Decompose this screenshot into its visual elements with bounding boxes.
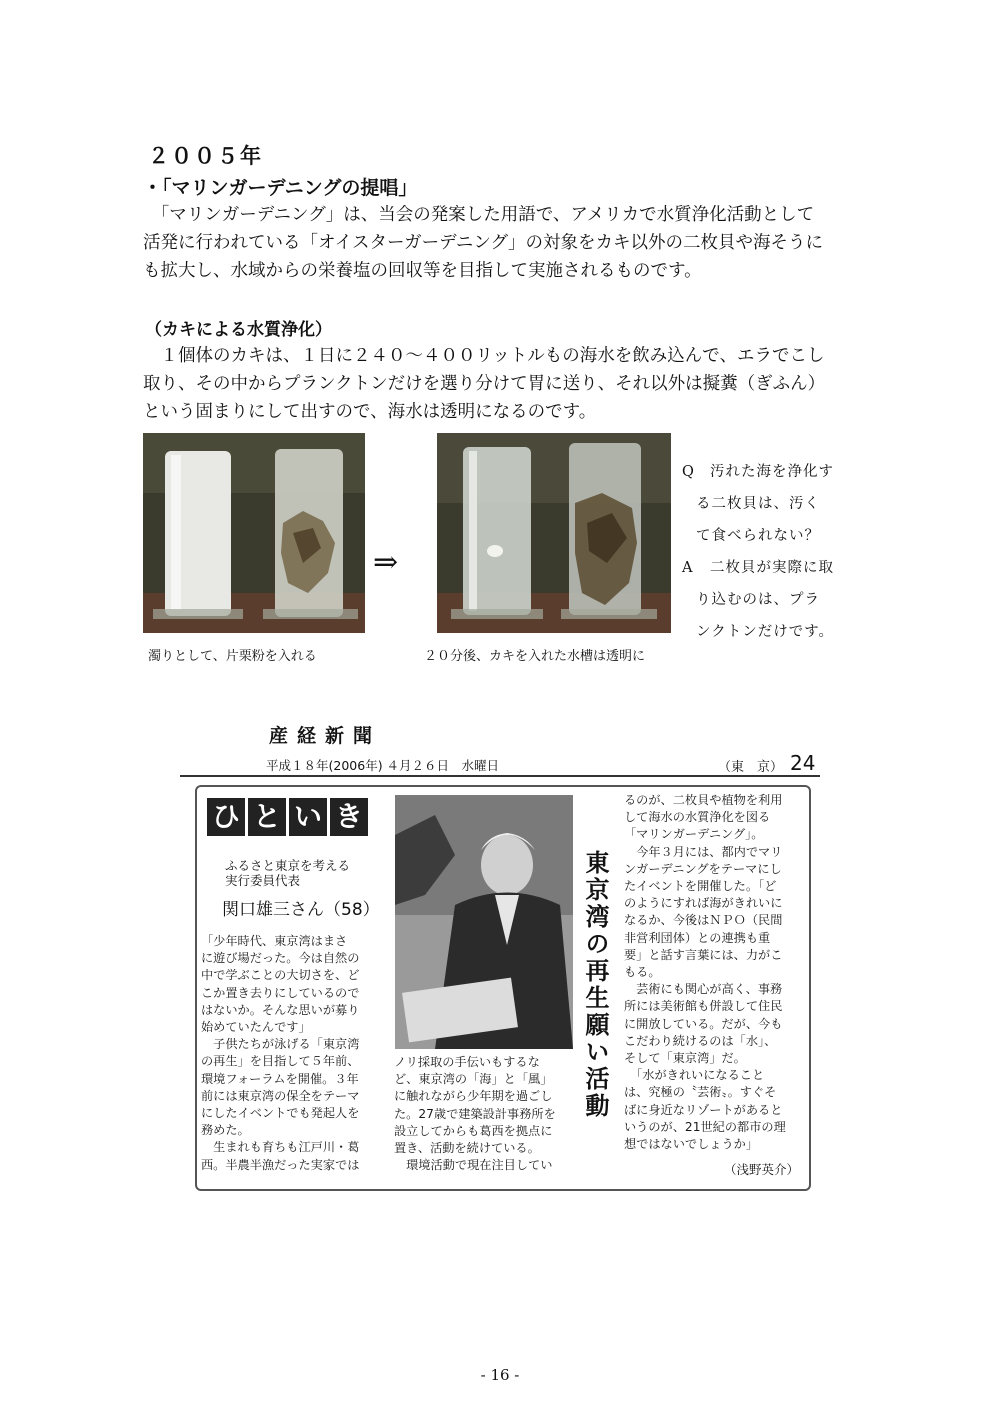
article-line: にしたイベントでも発起人を <box>201 1106 360 1121</box>
author-signature: （浅野英介） <box>724 1162 800 1177</box>
profile-name: 関口雄三さん（58） <box>222 900 380 920</box>
article-line: のようにすれば海がきれいに <box>624 896 783 911</box>
article-line: 芸術にも関心が高く、事務 <box>624 982 783 997</box>
article-line: 務めた。 <box>201 1123 250 1138</box>
article-column-3 <box>624 792 786 1153</box>
article-line: るのが、二枚貝や植物を利用 <box>624 793 783 807</box>
divider <box>180 775 820 777</box>
article-line: 「水がきれいになること <box>624 1068 765 1083</box>
a-mark: A <box>682 560 694 576</box>
article-line: 「少年時代、東京湾はまさ <box>201 934 348 948</box>
headline: 東京湾の再生願い活動 <box>581 850 610 1120</box>
caption-after: ２０分後、カキを入れた水槽は透明に <box>424 649 646 664</box>
a-line: り込むのは、プラ <box>696 592 820 608</box>
caption-before: 濁りとして、片栗粉を入れる <box>148 649 317 664</box>
article-line: 要」と話す言葉には、力がこ <box>624 947 783 962</box>
article-line: 環境フォーラムを開催。３年 <box>201 1071 359 1086</box>
article-line: 環境活動で現在注目してい <box>394 1158 553 1173</box>
photo-before <box>143 433 365 633</box>
article-line: 設立してからも葛西を拠点に <box>394 1123 553 1138</box>
answer-block <box>682 552 852 648</box>
article-line: に開放している。だが、今も <box>624 1016 783 1031</box>
newspaper-date: 平成１８年(2006年) ４月２６日 水曜日 <box>266 758 500 773</box>
profile-organization <box>225 858 350 888</box>
article-line: 非営利団体）との連携も重 <box>624 930 771 945</box>
article-line: 所には美術館も併設して住民 <box>624 999 783 1014</box>
arrow-icon: ⇒ <box>373 545 399 580</box>
article-line: ばに身近なリゾートがあると <box>624 1102 783 1117</box>
photo-after <box>437 433 671 633</box>
paragraph-line: 「マリンガーデニング」は、当会の発案した用語で、アメリカで水質浄化活動として <box>143 205 815 225</box>
article-line: は、究極の〝芸術〟。すぐそ <box>624 1085 777 1100</box>
newspaper-name: 産経新聞 <box>269 725 382 747</box>
column-title-char: い <box>289 798 327 836</box>
column-title-char: ひ <box>207 798 245 836</box>
article-line: こだわり続けるのは「水」、 <box>624 1033 777 1048</box>
article-line: 「マリンガーデニング」。 <box>624 827 764 842</box>
article-line: 西。半農半漁だった実家では <box>201 1157 360 1172</box>
article-column-2 <box>394 1054 556 1174</box>
profile-org-line: 実行委員代表 <box>225 873 301 888</box>
article-line: なるか、今後はＮＰＯ（民間 <box>624 913 783 928</box>
article-line: そして「東京湾」だ。 <box>624 1051 746 1066</box>
a-line: ンクトンだけです。 <box>696 624 835 640</box>
article-line: 想ではないでしょうか」 <box>624 1137 759 1152</box>
article-line: 中で学ぶことの大切さを、ど <box>201 968 360 983</box>
article-line: いうのが、21世紀の都市の理 <box>624 1119 786 1134</box>
article-line: 前には東京湾の保全をテーマ <box>201 1088 360 1103</box>
article-line: はないか。そんな思いが募り <box>201 1002 360 1017</box>
page-number: - 16 - <box>480 1366 520 1384</box>
q-line: る二枚貝は、汚く <box>696 496 820 512</box>
q-mark: Q <box>682 464 695 480</box>
article-line: ノリ採取の手伝いもするな <box>394 1055 540 1069</box>
paragraph-line: 取り、その中からプランクトンだけを選り分けて胃に送り、それ以外は擬糞（ぎふん） <box>143 374 826 394</box>
article-line: に触れながら少年期を過ごし <box>394 1089 553 1104</box>
profile-org-line: ふるさと東京を考える <box>225 858 351 873</box>
newspaper-edition: （東 京） <box>718 760 784 775</box>
article-line: ど、東京湾の「海」と「風」 <box>394 1072 553 1087</box>
column-title <box>207 798 368 836</box>
article-line: 生まれも育ちも江戸川・葛 <box>201 1140 360 1155</box>
section-heading: ・「マリンガーデニングの提唱」 <box>143 177 418 199</box>
column-title-char: き <box>330 798 368 836</box>
paragraph-line: という固まりにして出すので、海水は透明になるのです。 <box>143 402 597 422</box>
article-line: に遊び場だった。今は自然の <box>201 951 360 966</box>
paragraph-line: も拡大し、水域からの栄養塩の回収等を目指して実施されるものです。 <box>143 261 702 281</box>
article-line: ンガーデニングをテーマにし <box>624 861 782 876</box>
paragraph-line: １個体のカキは、１日に２４０～４００リットルもの海水を飲み込んで、エラでこし <box>143 346 825 366</box>
intro-paragraph <box>143 201 859 285</box>
question-block <box>682 456 852 552</box>
article-line: 今年３月には、都内でマリ <box>624 844 783 859</box>
article-column-1 <box>201 933 359 1174</box>
article-line: たイベントを開催した。「ど <box>624 879 777 894</box>
article-line: 子供たちが泳げる「東京湾 <box>201 1037 360 1052</box>
article-line: た。27歳で建築設計事務所を <box>394 1106 556 1121</box>
oyster-paragraph <box>143 342 859 426</box>
article-line: こか置き去りにしているので <box>201 985 360 1000</box>
subheading: （カキによる水質浄化） <box>145 320 332 340</box>
article-line: もる。 <box>624 965 661 980</box>
q-line: て食べられない？ <box>696 528 820 544</box>
section-year: ２００５年 <box>148 144 263 168</box>
article-line: して海水の水質浄化を図る <box>624 810 771 825</box>
newspaper-page: 24 <box>790 751 816 775</box>
portrait-photo <box>395 795 573 1049</box>
article-line: 始めていたんです」 <box>201 1020 311 1035</box>
q-line: 汚れた海を浄化す <box>710 464 834 480</box>
article-line: の再生」を目指して５年前、 <box>201 1054 360 1069</box>
paragraph-line: 活発に行われている「オイスターガーデニング」の対象をカキ以外の二枚貝や海そうに <box>143 233 824 253</box>
column-title-char: と <box>248 798 286 836</box>
a-line: 二枚貝が実際に取 <box>710 560 834 576</box>
article-line: 置き、活動を続けている。 <box>394 1141 540 1156</box>
